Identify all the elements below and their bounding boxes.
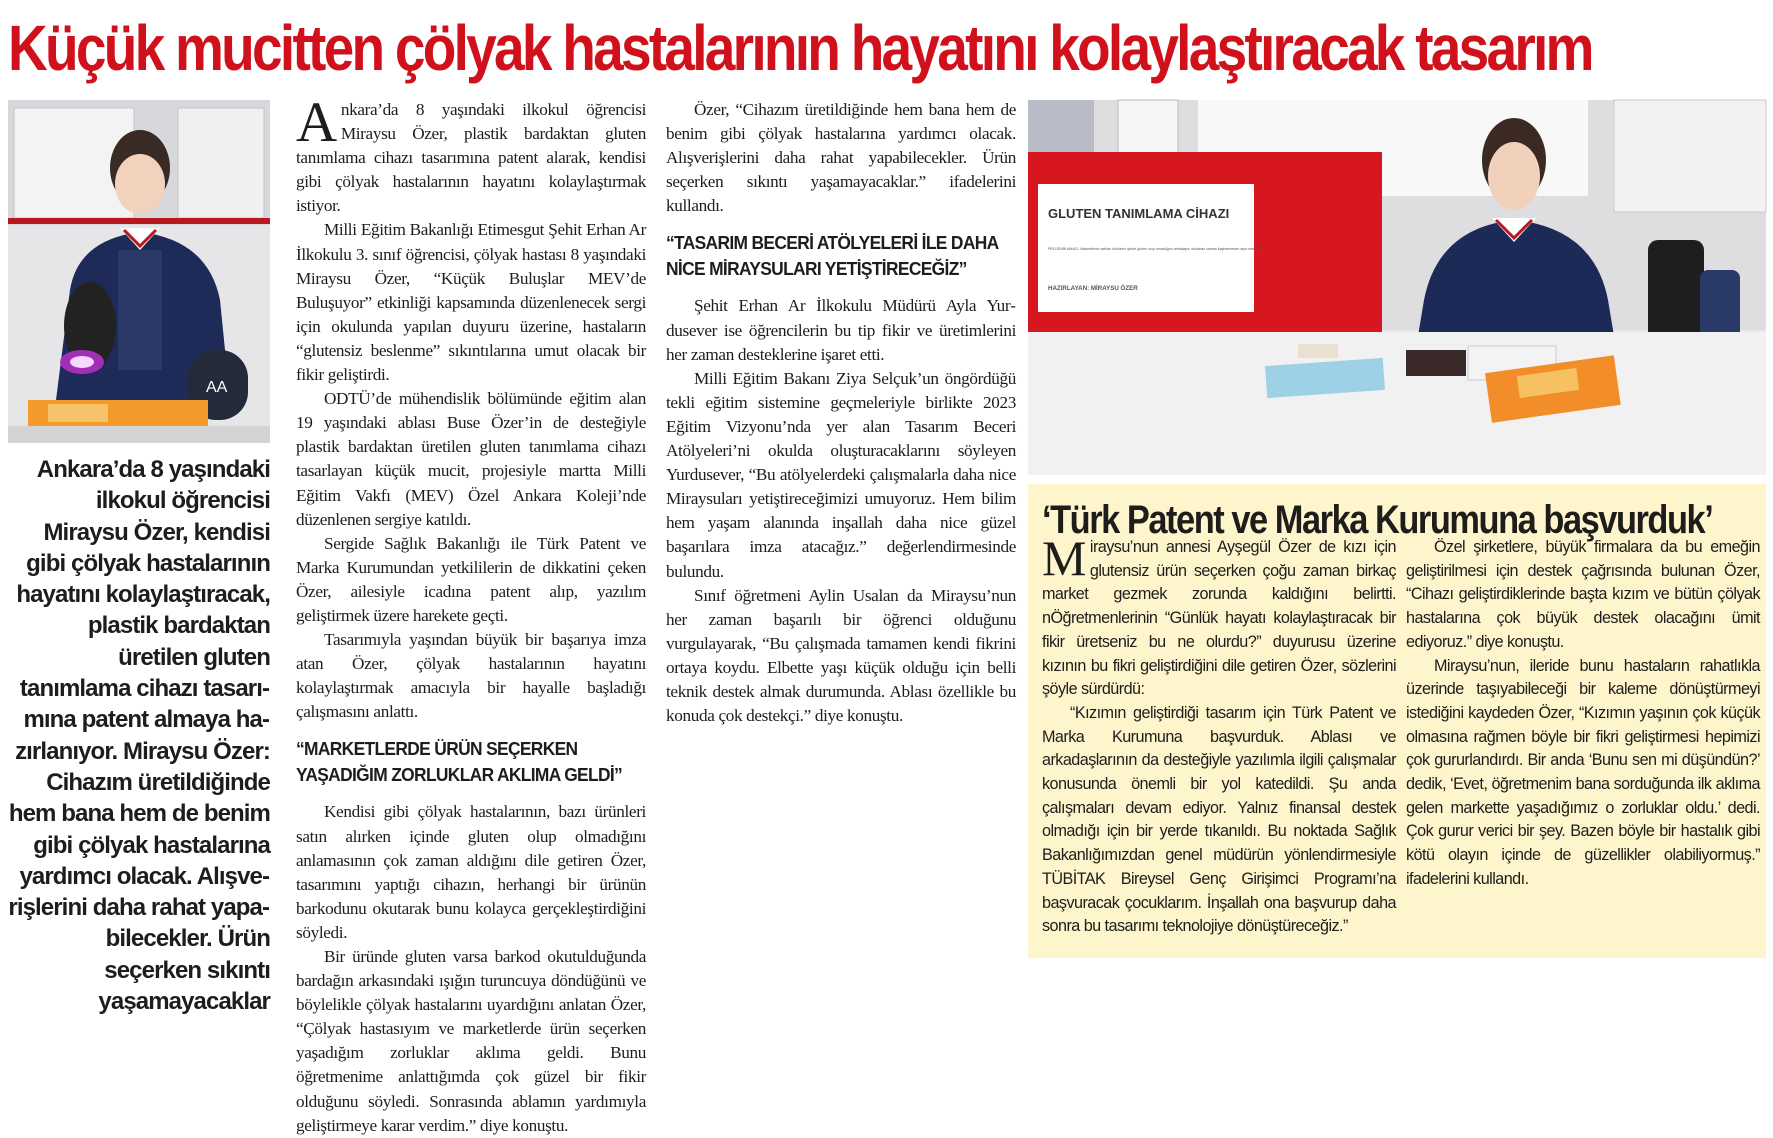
aa-logo: AA [206, 379, 228, 396]
article-paragraph: Milli Eğitim Bakanı Ziya Selçuk’un öngördüğü tekli eğitim sistemine geçmeleriyle birlikte 2023 Eğitim Vizyonu’nda yer alan Tasarım Beceri Atölyeleri’ni okulda oluşturacaklarını söyleyen Yurdusever, “Bu atölyelerdeki çalışmalarla daha nice Miraysuları yetiştireceğimizi umuyoruz. Hem bilim hem yaşam alanında inşallah daha nice güzel başarılara imza atacağız.” değerlendirmesinde bulundu. [666, 368, 1016, 581]
box-column-2 [1406, 536, 1760, 956]
lead-summary: Ankara’da 8 yaşındaki ilkokul öğrencisi Miraysu Özer, kendisi gibi çölyak hastalarının hayatını kolaylaştıracak, plastik bardaktan üretilen gluten tanımlama cihazı tasarımına patent almaya hazırlanıyor. Miraysu Özer: Cihazım üretildiğinde hem bana hem de benim gibi çölyak hastalarına yardımcı olacak. Alışverişlerini daha rahat yapabilecekler. Ürün seçerken sıkıntı yaşamayacaklar [8, 456, 270, 1016]
photo-girl-with-device [8, 100, 270, 443]
subheading: “MARKETLERDE ÜRÜN SEÇERKEN YAŞADIĞIM ZORLUKLAR AKLIMA GELDİ” [296, 738, 623, 786]
article-column-1 [296, 91, 646, 1135]
article-column-2 [666, 98, 1016, 960]
headline: Küçük mucitten çölyak hastalarının hayatını kolaylaştıracak tasarım [8, 12, 1592, 84]
box-paragraph: Özel şirketlere, büyük firmalara da bu emeğin geliştirilmesi için destek çağrısında bulunan Özer, “Cihazı geliştirdiklerinde başta kızım ve bütün çölyak hastalarına çok büyük destek olacağını ümit ediyoruz.” diye konuştu. [1406, 538, 1760, 651]
box-column-1 [1042, 530, 1396, 956]
article-paragraph: Özer, “Cihazım üretildiğinde hem bana hem de benim gibi çölyak hastalarına yardımcı olacak. Alışverişlerini daha rahat yapabilecekler. Ürün seçerken sıkıntı yaşamayacaklar.” ifadelerini kullandı. [666, 100, 1016, 216]
sign-author: HAZIRLAYAN: MİRAYSU ÖZER [1048, 285, 1138, 292]
article-paragraph-text: nkara’da 8 yaşındaki ilkokul öğrencisi Miraysu Özer, plastik bardaktan gluten tanımlama cihazı tasarımına patent alarak, kendisi gibi çölyak hastalarının hayatını kolaylaştırmak istiyor. [296, 100, 646, 216]
sign-title: GLUTEN TANIMLAMA CİHAZI [1048, 206, 1230, 221]
article-paragraph: Tasarımıyla yaşından büyük bir başarıya imza atan Özer, çölyak hastalarının hayatını kolaylaştırmak amacıyla bir hayalle başladığı çalışmasını anlattı. [296, 630, 646, 722]
article-paragraph: Kendisi gibi çölyak hastalarının, bazı ürünleri satın alırken içinde gluten olup olmadığını anlamasının çok zaman aldığını dile getiren Özer, tasarımını yaptığı cihazın, herhangi bir ürünün barkodunu okutarak bunu kolayca gerçekleştirdiğini söyledi. [296, 802, 646, 942]
article-paragraph: Sergide Sağlık Bakanlığı ile Türk Patent ve Marka Kurumundan yetkililerin de dikkatini çeken Özer, ailesiyle icadına patent alıp, yazılım geliştirmek üzere harekete geçti. [296, 533, 646, 625]
sign-small-text: PROJENİN AMACI: Marketlerde satılan ürünlerin içinde gluten olup olmadığını ambalajını okutarak zaman kaybetmeden ayırt edebilme [1048, 247, 1263, 251]
dropcap: A [296, 91, 337, 154]
article-paragraph: ODTÜ’de mühendislik bölümünde eğitim alan 19 yaşındaki ablası Buse Özer’in de desteğiyle plastik bardaktan üretilen gluten tanımlama cihazı tasarlayan küçük mucit, projesiyle martta Milli Eğitim Vakfı (MEV) Özel Ankara Koleji’nde düzenlenen sergiye katıldı. [296, 389, 646, 529]
box-paragraph: Miraysu’nun, ileride bunu hastaların rahatlıkla üzerinde taşıyabileceği bir kaleme dönüştürmeyi istediğini kaydeden Özer, “Kızımın yaşının çok küçük olmasına rağmen böyle bir fikri geliştirmesi hepimizi çok gururlandırdı. Bir anda ‘Bunu sen mi düşündün?’ dedik, ‘Evet, öğretmenim bana sorduğunda ilk aklıma gelen markette yaşadığımız o zorluklar oldu.’ dedi. Çok gurur verici bir şey. Bazen böyle bir hastalık gibi kötü olayın içinde de güzellikler olabiliyormuş.” ifadelerini kullandı. [1406, 656, 1760, 888]
article-paragraph: Sınıf öğretmeni Aylin Usalan da Miraysu’nun her zaman başarılı bir öğrenci olduğunu vurgulayarak, “Bu çalışmada tamamen kendi fikrini ortaya koydu. Elbette yaşı küçük olduğu için belli teknik destek almak durumunda. Ablası özellikle bu konuda çok destekçi.” diye konuştu. [666, 585, 1016, 726]
article-paragraph: Bir üründe gluten varsa barkod okutulduğunda bardağın arkasındaki ışığın turuncuya döndüğünü ve böylelikle çölyak hastalarını uyardığını anlatan Özer, “Çölyak hastasıyım ve marketlerde ürün seçerken yaşadığım zorluklar aklıma geldi. Bunu öğretmenime anlattığımda çok güzel bir fikir olduğunu söyledi. Sonrasında ablamın yardımıyla geliştirmeye karar verdim.” diye konuştu. [296, 947, 646, 1135]
photo-girl-with-sign [1028, 100, 1766, 475]
box-paragraph: “Kızımın geliştirdiği tasarım için Türk Patent ve Marka Kurumuna başvurduk. Ablası ve arkadaşlarının da desteğiyle yazılımla ilgili çalışmalar konusunda önemli bir yol katedildi. Şu anda çalışmaları devam ediyor. Yalnız finansal destek olmadığı için bir yerde tıkanıldı. Bu noktada Sağlık Bakanlığımızdan genel müdürün yönlendirmesiyle TÜBİTAK Bireysel Genç Girişimci Programı’na başvuracak çocuklarım. İnşallah ona başvurup daha sonra bu tasarımı teknolojiye dönüştüreceğiz.” [1042, 703, 1396, 936]
article-paragraph: Şehit Erhan Ar İlkokulu Müdürü Ayla Yurdusever ise öğrencilerin bu tip fikir ve üretimlerini her zaman desteklerine işaret etti. [666, 296, 1016, 364]
box-paragraph [1042, 530, 1396, 702]
article-paragraph: Milli Eğitim Bakanlığı Etimesgut Şehit Erhan Ar İlkokulu 3. sınıf öğrencisi, çölyak hastası 8 yaşındaki Miraysu Özer, “Küçük Buluşlar MEV’de Buluşuyor” etkinliği kapsamında düzenlenecek sergi için okulunda yapılan duyuru üzerine, hastaların “glutensiz beslenme” sıkıntılarına umut olacak bir fikir geliştirdi. [296, 220, 646, 385]
dropcap: M [1042, 530, 1086, 586]
sidebar-box [1028, 484, 1766, 958]
article-paragraph [296, 91, 646, 218]
subheading: “TASARIM BECERİ ATÖLYELERİ İLE DAHA NİCE MİRAYSULARI YETİŞTİRECEĞİZ” [666, 232, 998, 280]
box-paragraph-text: iraysu’nun annesi Ayşegül Özer de kızı için glutensiz ürün seçerken çoğu zaman birkaç market gezmek zorunda kaldığını belirtti. nÖğretmenlerinin “Günlük hayatı kolaylaştıracak bir fikir üretseniz bu ne olurdu?” duyurusu üzerine kızının bu fikri geliştirdiğini dile getiren Özer, sözlerini şöyle sürdürdü: [1042, 538, 1396, 699]
photo-girl-with-device-illustration [8, 100, 270, 443]
box-title: ‘Türk Patent ve Marka Kurumuna başvurduk’ [1042, 498, 1713, 542]
photo-girl-with-sign-illustration [1028, 100, 1766, 475]
